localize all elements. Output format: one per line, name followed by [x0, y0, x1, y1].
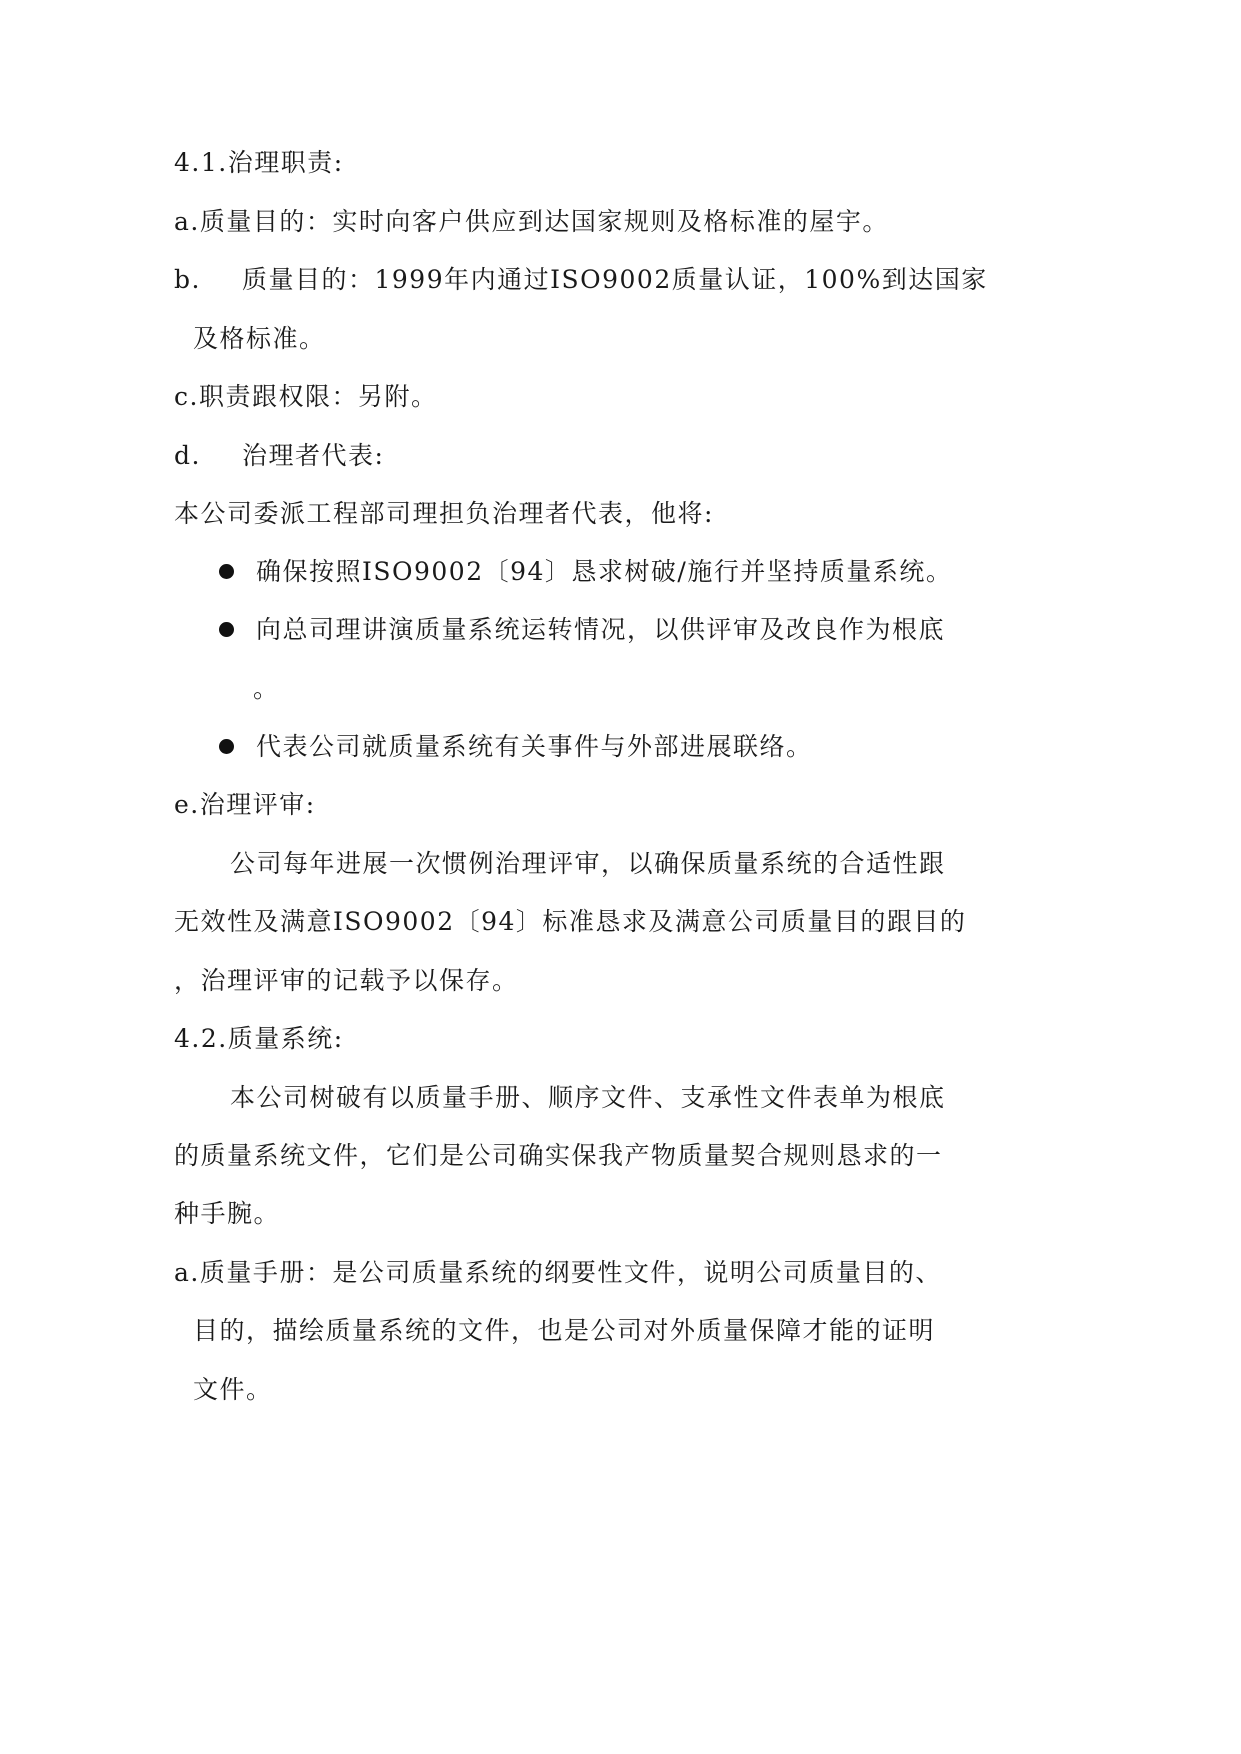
item-a-quality-manual-line-1: a.质量手册：是公司质量系统的纲要性文件，说明公司质量目的、 [174, 1258, 942, 1287]
item-d-intro: 本公司委派工程部司理担负治理者代表，他将: [174, 499, 714, 528]
item-b-line-1: 质量目的：1999年内通过ISO9002质量认证，100%到达国家 [242, 265, 988, 294]
item-a-quality-objective: a.质量目的：实时向客户供应到达国家规则及格标准的屋宇。 [174, 207, 889, 236]
bullet-item-1: 确保按照ISO9002〔94〕恳求树破/施行并坚持质量系统。 [256, 557, 953, 586]
item-e-paragraph-line-3: ，治理评审的记载予以保存。 [174, 966, 519, 995]
bullet-dot-icon [219, 622, 234, 637]
bullet-item-2-tail: 。 [253, 674, 280, 703]
section-4-2-paragraph-line-1: 本公司树破有以质量手册、顺序文件、支承性文件表单为根底 [230, 1083, 946, 1112]
section-4-2-paragraph-line-3: 种手腕。 [174, 1199, 281, 1228]
bullet-dot-icon [219, 564, 234, 579]
item-a-quality-manual-line-3: 文件。 [193, 1375, 273, 1404]
item-a-quality-manual-line-2: 目的，描绘质量系统的文件，也是公司对外质量保障才能的证明 [193, 1316, 936, 1345]
section-4-2-heading: 4.2.质量系统: [174, 1024, 344, 1053]
item-b-label: b. [174, 265, 201, 294]
item-b-line-2: 及格标准。 [193, 324, 326, 353]
bullet-dot-icon [219, 739, 234, 754]
bullet-item-2: 向总司理讲演质量系统运转情况，以供评审及改良作为根底 [256, 615, 946, 644]
item-d-label: d. [174, 441, 201, 470]
bullet-item-3: 代表公司就质量系统有关事件与外部进展联络。 [256, 732, 813, 761]
section-4-2-paragraph-line-2: 的质量系统文件，它们是公司确实保我产物质量契合规则恳求的一 [174, 1141, 943, 1170]
item-e-paragraph-line-2: 无效性及满意ISO9002〔94〕标准恳求及满意公司质量目的跟目的 [174, 907, 967, 936]
item-d-heading: 治理者代表: [242, 441, 385, 470]
section-4-1-heading: 4.1.治理职责: [174, 148, 344, 177]
item-c-responsibility: c.职责跟权限：另附。 [174, 382, 438, 411]
item-e-paragraph-line-1: 公司每年进展一次惯例治理评审，以确保质量系统的合适性跟 [230, 849, 946, 878]
item-e-heading: e.治理评审: [174, 790, 316, 819]
